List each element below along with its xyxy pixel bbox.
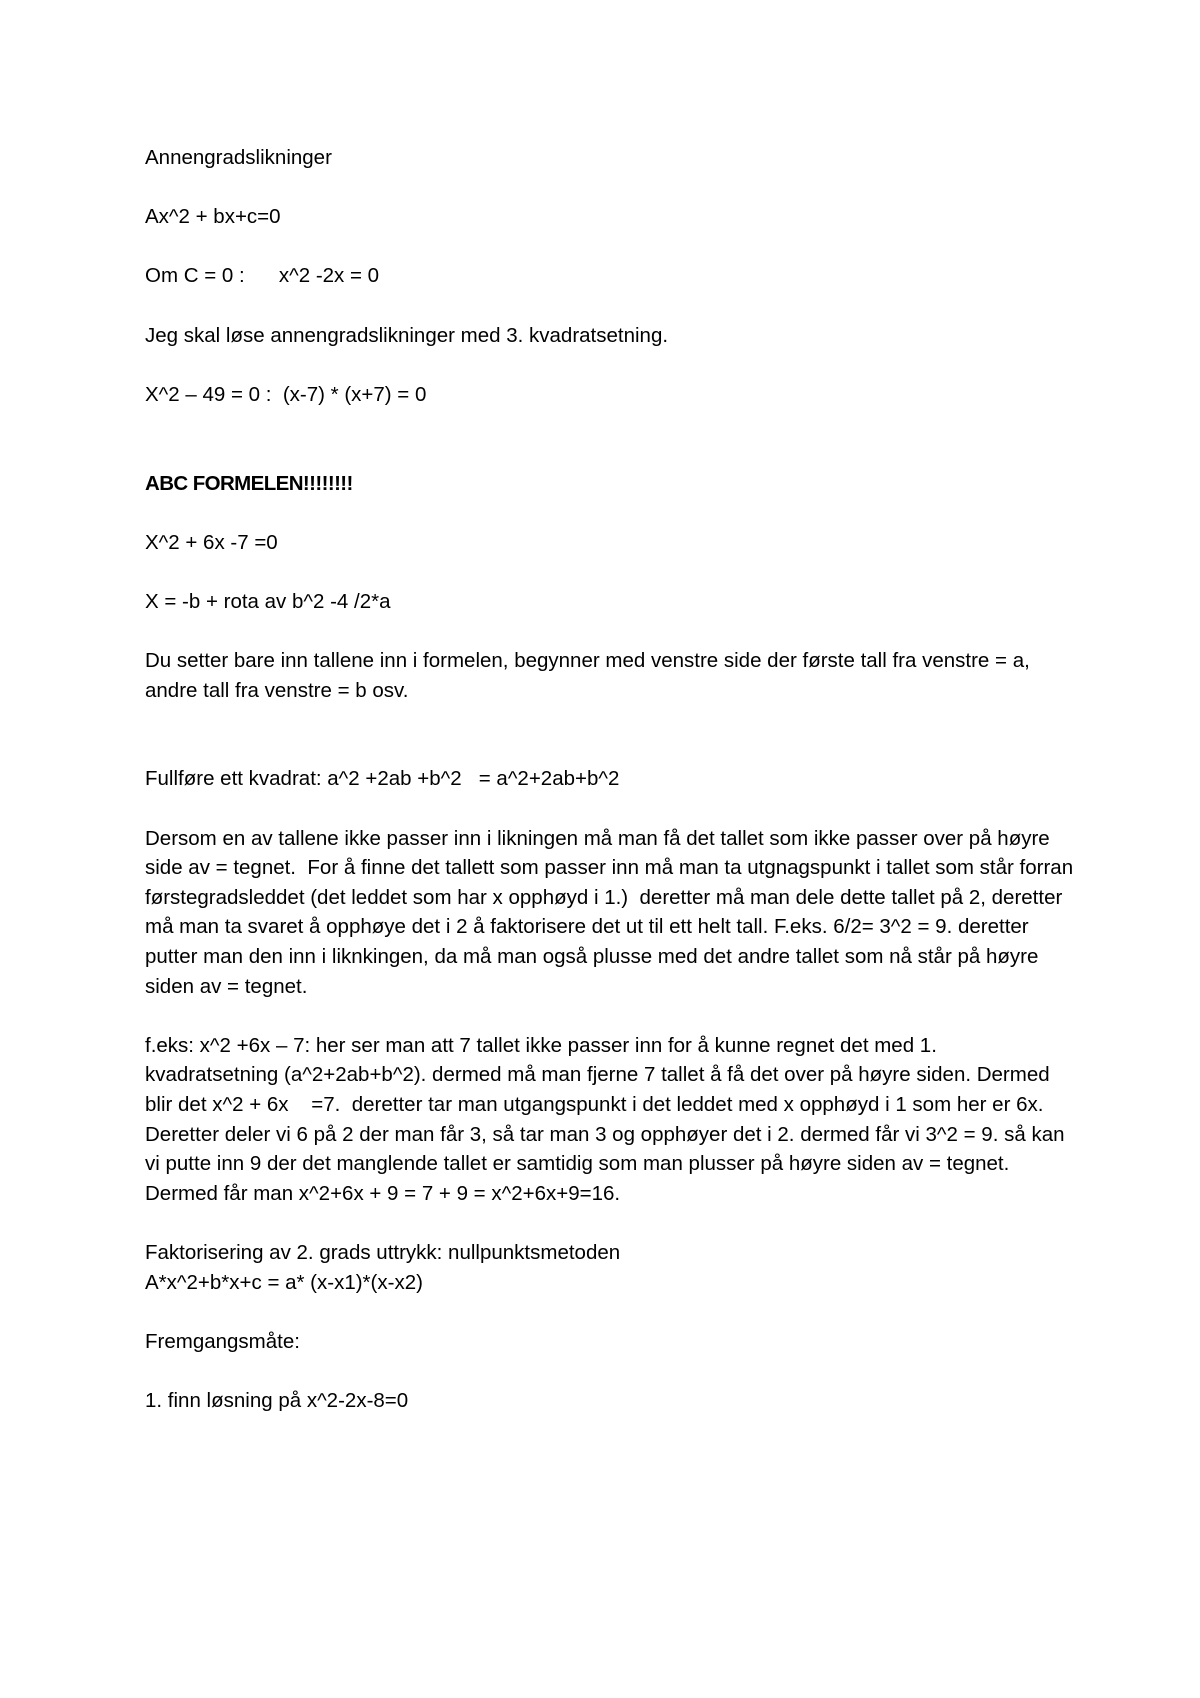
complete-square-example: f.eks: x^2 +6x – 7: her ser man att 7 tallet ikke passer inn for å kunne regnet det med 1. kvadratsetning (a^2+2ab+b^2). dermed må man fjerne 7 tallet å få det over på høyre siden. Dermed blir det x^2 + 6x =7. deretter tar man utgangspunkt i det leddet med x opphøyd i 1 som her er 6x. Deretter deler vi 6 på 2 der man får 3, så tar man 3 og opphøyer det i 2. dermed får vi 3^2 = 9. så kan vi putte inn 9 der det manglende tallet er samtidig som man plusser på høyre siden av = tegnet. Dermed får man x^2+6x + 9 = 7 + 9 = x^2+6x+9=16. — [145, 1033, 1071, 1205]
c-zero-case: Om C = 0 : x^2 -2x = 0 — [145, 264, 380, 288]
abc-heading: ABC FORMELEN!!!!!!!! — [145, 471, 353, 495]
intro-third-rule: Jeg skal løse annengradslikninger med 3. kvadratsetning. — [145, 323, 669, 347]
general-form-equation: Ax^2 + bx+c=0 — [145, 205, 281, 229]
document-title: Annengradslikninger — [145, 146, 332, 169]
complete-square-heading: Fullføre ett kvadrat: a^2 +2ab +b^2 = a^2+2ab+b^2 — [145, 767, 620, 791]
third-rule-example: X^2 – 49 = 0 : (x-7) * (x+7) = 0 — [145, 382, 427, 406]
document-page — [145, 143, 1079, 1416]
abc-explanation: Du setter bare inn tallene inn i formelen, begynner med venstre side der første tall fra venstre = a, andre tall fra venstre = b osv. — [145, 649, 1036, 702]
factoring-heading: Faktorisering av 2. grads uttrykk: nullpunktsmetoden — [145, 1240, 621, 1264]
complete-square-explanation: Dersom en av tallene ikke passer inn i likningen må man få det tallet som ikke passer over på høyre side av = tegnet. For å finne det tallett som passer inn må man ta utgnagspunkt i tallet som står forran førstegradsleddet (det leddet som har x opphøyd i 1.) deretter må man dele dette tallet på 2, deretter må man ta svaret å opphøye det i 2 å faktorisere det ut til ett helt tall. F.eks. 6/2= 3^2 = 9. deretter putter man den inn i liknkingen, da må man også plusse med det andre tallet som nå står på høyre siden av = tegnet. — [145, 826, 1079, 998]
procedure-step-1: 1. finn løsning på x^2-2x-8=0 — [145, 1388, 409, 1412]
abc-example: X^2 + 6x -7 =0 — [145, 530, 278, 554]
abc-formula: X = -b + rota av b^2 -4 /2*a — [145, 589, 391, 613]
factoring-formula: A*x^2+b*x+c = a* (x-x1)*(x-x2) — [145, 1270, 423, 1294]
procedure-heading: Fremgangsmåte: — [145, 1329, 300, 1353]
